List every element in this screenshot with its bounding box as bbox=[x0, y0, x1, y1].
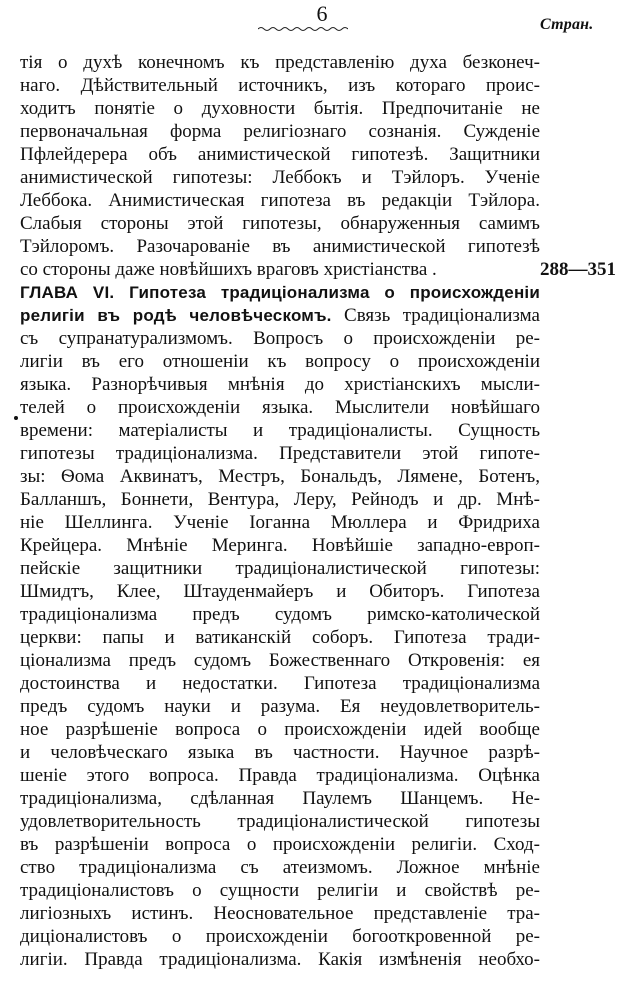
text-line: Тэйлоромъ. Разочарованіе въ анимистической гипотезѣ bbox=[20, 236, 540, 257]
text-line: Балланшъ, Боннети, Вентура, Леру, Рейнодъ и др. Мнѣ- bbox=[20, 489, 540, 510]
table-of-contents-text bbox=[20, 51, 540, 971]
page-header bbox=[0, 0, 644, 48]
text-line: языка. Разнорѣчивыя мнѣнія до христіанскихъ мысли- bbox=[20, 374, 540, 395]
text-line: шеніе этого вопроса. Правда традиціонализма. Оцѣнка bbox=[20, 765, 540, 786]
text-line: удовлетворительность традиціоналистической гипотезы bbox=[20, 811, 540, 832]
text-line bbox=[20, 304, 540, 327]
text-line: традиціонализма, сдѣланная Паулемъ Шанцемъ. Не- bbox=[20, 788, 540, 809]
text-line: предъ судомъ науки и разума. Ея неудовлетворитель- bbox=[20, 696, 540, 717]
text-fragment: Связь традиціонализма bbox=[344, 305, 540, 326]
text-line: съ супранатурализмомъ. Вопросъ о происхожденіи ре- bbox=[20, 328, 540, 349]
text-line: ное разрѣшеніе вопроса о происхожденіи идей вообще bbox=[20, 719, 540, 740]
text-line: первоначальная форма религіознаго сознанія. Сужденіе bbox=[20, 121, 540, 142]
text-line: ніе Шеллинга. Ученіе Іоганна Мюллера и Фридриха bbox=[20, 512, 540, 533]
text-line: пейскіе защитники традиціоналистической гипотезы: bbox=[20, 558, 540, 579]
text-line: лигіи. Правда традиціонализма. Какія измѣненія необхо- bbox=[20, 949, 540, 970]
text-line: ціонализма предъ судомъ Божественнаго Откровенія: ея bbox=[20, 650, 540, 671]
text-line: въ разрѣшеніи вопроса о происхожденіи религіи. Сход- bbox=[20, 834, 540, 855]
text-line: Леббока. Анимистическая гипотеза въ редакціи Тэйлора. bbox=[20, 190, 540, 211]
text-line: анимистической гипотезы: Леббокъ и Тэйлоръ. Ученіе bbox=[20, 167, 540, 188]
chapter-heading-line: ГЛАВА VI. Гипотеза традиціонализма о происхожденіи bbox=[20, 283, 540, 302]
page-number: 6 bbox=[316, 1, 328, 26]
text-line: ство традиціонализма съ атеизмомъ. Ложное мнѣніе bbox=[20, 857, 540, 878]
text-line: наго. Дѣйствительный источникъ, изъ котораго проис- bbox=[20, 75, 540, 96]
text-line: Пфлейдерера объ анимистической гипотезѣ. Защитники bbox=[20, 144, 540, 165]
scan-mark bbox=[14, 416, 18, 420]
chapter-heading-continuation: религіи въ родѣ человѣческомъ. bbox=[20, 306, 332, 325]
wavy-underline bbox=[258, 26, 348, 32]
text-line: лигіи въ его отношеніи къ вопросу о происхожденіи bbox=[20, 351, 540, 372]
text-line: традиціоналистовъ о сущности религіи и свойствѣ ре- bbox=[20, 880, 540, 901]
text-line: ходитъ понятіе о духовности бытія. Предпочитаніе не bbox=[20, 98, 540, 119]
text-line: и человѣческаго языка въ частности. Научное разрѣ- bbox=[20, 742, 540, 763]
text-line: телей о происхожденіи языка. Мыслители новѣйшаго bbox=[20, 397, 540, 418]
text-line: церкви: папы и ватиканскій соборъ. Гипотеза тради- bbox=[20, 627, 540, 648]
text-line: Крейцера. Мнѣніе Меринга. Новѣйшіе западно-европ- bbox=[20, 535, 540, 556]
page-range-reference: 288—351 bbox=[540, 259, 616, 280]
column-label-pages: Стран. bbox=[540, 16, 594, 33]
text-line: гипотезы традиціонализма. Представители этой гипоте- bbox=[20, 443, 540, 464]
text-line: тія о духѣ конечномъ къ представленію духа безконеч- bbox=[20, 52, 540, 73]
text-line: традиціонализма предъ судомъ римско-католической bbox=[20, 604, 540, 625]
text-line: диціоналистовъ о происхожденіи богооткровенной ре- bbox=[20, 926, 540, 947]
text-line: Слабыя стороны этой гипотезы, обнаруженныя самимъ bbox=[20, 213, 540, 234]
text-line: достоинства и недостатки. Гипотеза традиціонализма bbox=[20, 673, 540, 694]
text-line: лигіозныхъ истинъ. Неосновательное представленіе тра- bbox=[20, 903, 540, 924]
text-line: Шмидтъ, Клее, Штауденмайеръ и Обиторъ. Гипотеза bbox=[20, 581, 540, 602]
text-line: со стороны даже новѣйшихъ враговъ христіанства . bbox=[20, 259, 437, 280]
text-line: времени: матеріалисты и традиціоналисты. Сущность bbox=[20, 420, 540, 441]
text-line: зы: Ѳома Аквинатъ, Местръ, Бональдъ, Лямене, Ботенъ, bbox=[20, 466, 540, 487]
